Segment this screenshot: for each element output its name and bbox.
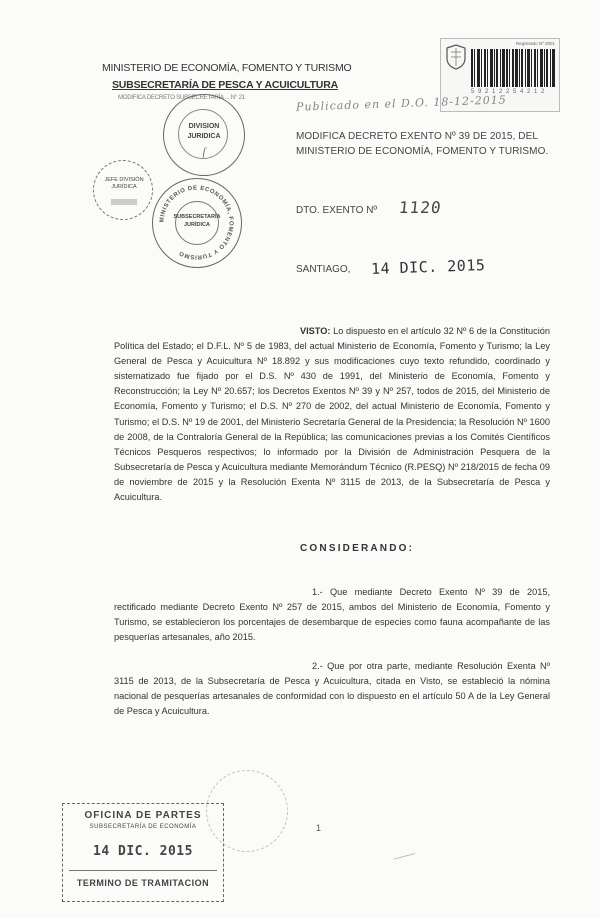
jefe-division-stamp <box>93 160 153 220</box>
considerando-text-2: 2.- Que por otra parte, mediante Resolución Exenta Nº 3115 de 2013, de la Subsecretaría de Pesca y Acuicultura, citada en Visto, se estableció la nómina nacional de pesquerías artesanales de conformidad con lo dispuesto en el artículo 50 A de la Ley General de Pesca y Acuicultura. <box>114 661 550 717</box>
division-juridica-stamp <box>163 94 245 176</box>
decree-date: 14 DIC. 2015 <box>370 256 486 278</box>
page-number: 1 <box>316 823 322 833</box>
barcode-top-text: Registrado Nº 0001 <box>515 41 555 46</box>
barcode-number: 5 9 2 1 2 2 5 4 2 1 2 <box>471 89 546 95</box>
oficina-line3: TERMINO DE TRAMITACION <box>76 878 210 888</box>
decree-label: DTO. EXENTO Nº <box>296 205 378 216</box>
division-label: DIVISION <box>188 123 220 130</box>
faint-round-stamp <box>206 770 288 852</box>
visto-paragraph <box>114 324 550 505</box>
left-stamp-text: JEFE DIVISIÓN JURÍDICA <box>104 177 144 190</box>
ministerio-center-1: SUBSECRETARÍA <box>173 214 221 220</box>
oficina-line2: SUBSECRETARÍA DE ECONOMÍA <box>89 824 197 830</box>
ministerio-ring-text: MINISTERIO DE ECONOMÍA, FOMENTO Y TURISMO <box>159 185 234 260</box>
subsecretaria-name: SUBSECRETARÍA DE PESCA Y ACUICULTURA <box>112 79 338 91</box>
faint-initials-mark <box>391 843 415 859</box>
considerando-item-1 <box>114 585 550 645</box>
registration-line: MODIFICA DECRETO SUBSECRETARÍA ... N° 21 <box>118 95 245 101</box>
coat-of-arms-icon <box>445 44 467 70</box>
oficina-partes-stamp <box>62 803 224 902</box>
decree-number: 1120 <box>398 198 443 217</box>
visto-lead: VISTO: <box>300 326 331 336</box>
ministerio-stamp <box>152 178 242 268</box>
oficina-line1: OFICINA DE PARTES <box>84 810 202 821</box>
barcode-bars <box>471 49 555 87</box>
decree-subject: MODIFICA DECRETO EXENTO Nº 39 DE 2015, DEL MINISTERIO DE ECONOMÍA, FOMENTO Y TURISMO. <box>296 131 549 157</box>
considerando-item-2 <box>114 659 550 719</box>
visto-text: Lo dispuesto en el artículo 32 Nº 6 de la Constitución Política del Estado; el D.F.L. Nº 5 de 1983, del actual Ministerio de Economía, Fomento y Turismo; la Ley General de Pesca y Acuicultura Nº 18.892 y sus modificaciones cuyo texto refundido, coordinado y sistematizado fue fijado por el D.S. Nº 430 de 1991, del Ministerio de Economía, Fomento y Reconstrucción; la Ley Nº 20.657; los Decretos Exentos Nº 39 y Nº 257, todos de 2015, del Ministerio de Economía, Fomento y Turismo; el D.S. Nº 270 de 2002, del actual Ministerio de Economía, Fomento y Turismo; el D.S. Nº 19 de 2001, del Ministerio Secretaría General de la Presidencia; la Resolución Nº 1600 de 2008, de la Contraloría General de la República; las comunicaciones previas a los Comités Científicos Técnicos Pesqueros respectivos; lo informado por la División de Administración Pesquera de la Subsecretaría de Pesca y Acuicultura mediante Memorándum Técnico (R.PESQ) Nº 218/2015 de fecha 09 de noviembre de 2015 y la Resolución Exenta Nº 3115 de 2013, de la Subsecretaría de Pesca y Acuicultura. <box>114 326 550 503</box>
ministerio-center-2: JURÍDICA <box>184 222 210 228</box>
oficina-date: 14 DIC. 2015 <box>93 844 193 859</box>
stamp-signature-mark: ſ <box>202 147 206 158</box>
handwritten-publication-note: Publicado en el D.O. 18-12-2015 <box>295 93 507 114</box>
juridica-label: JURIDICA <box>187 133 221 140</box>
considerando-heading: CONSIDERANDO: <box>300 543 415 554</box>
place-label: SANTIAGO, <box>296 264 351 275</box>
ministry-name: MINISTERIO DE ECONOMÍA, FOMENTO Y TURISMO <box>102 62 352 74</box>
considerando-text-1: 1.- Que mediante Decreto Exento Nº 39 de 2015, rectificado mediante Decreto Exento Nº 257 de 2015, ambos del Ministerio de Economía, Fomento y Turismo, se establecieron los porcentajes de desembarque de especies como fauna acompañante de las pesquerías artesanales, año 2015. <box>114 587 550 643</box>
